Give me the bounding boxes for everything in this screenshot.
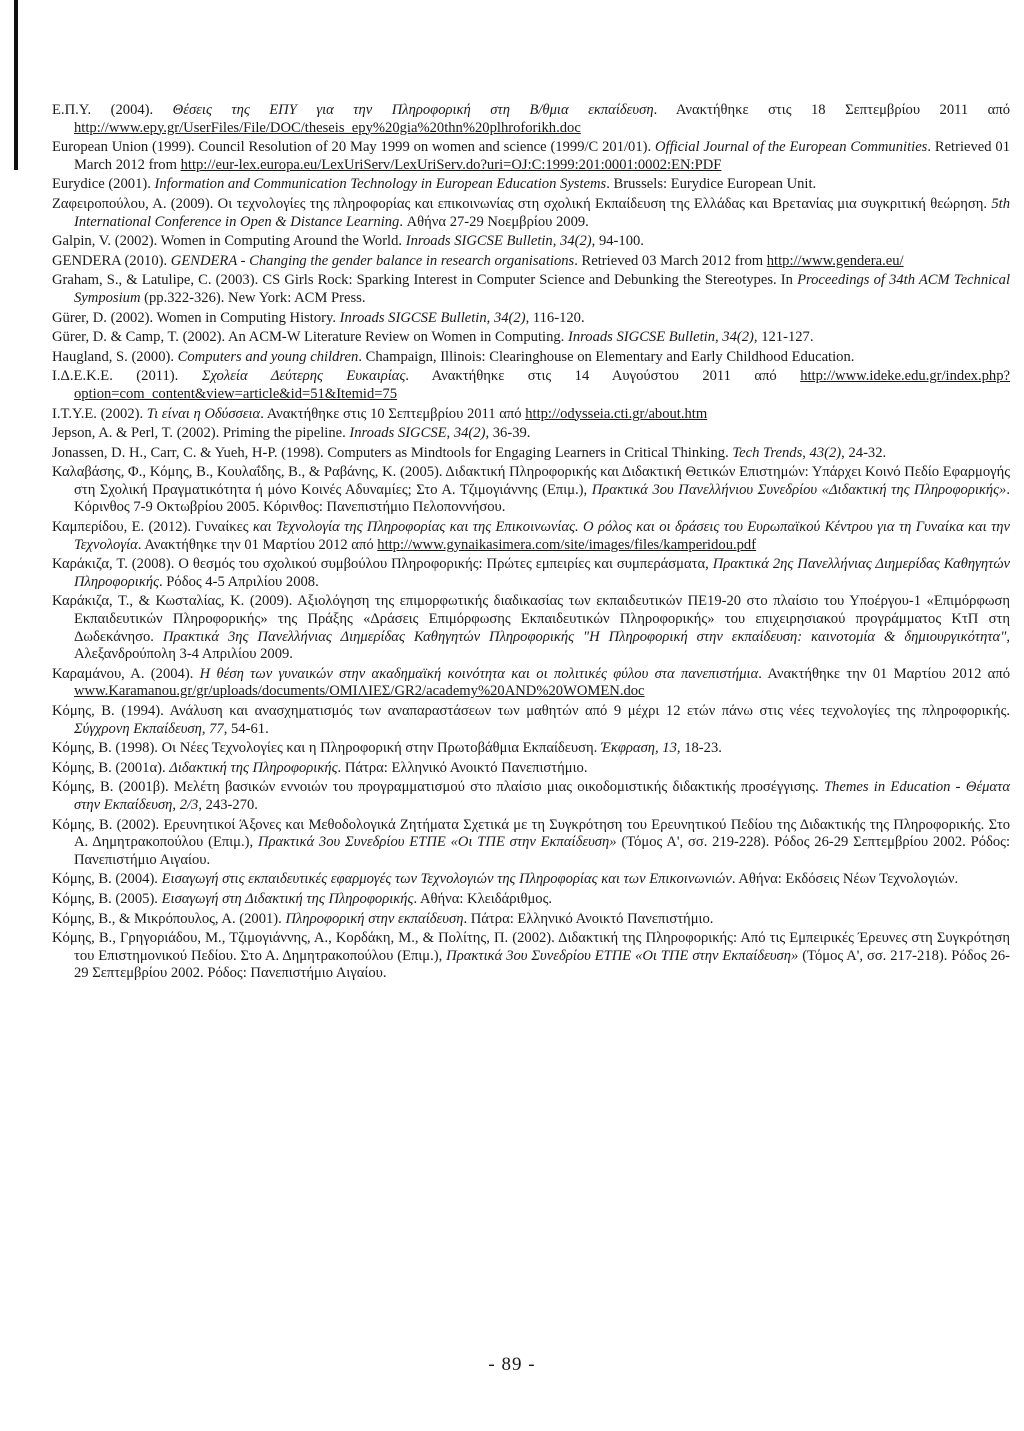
reference-entry bbox=[52, 445, 1010, 463]
reference-text: . Αθήνα: Εκδόσεις Νέων Τεχνολογιών. bbox=[731, 871, 959, 888]
reference-text: . Ανακτήθηκε στις 10 Σεπτεμβρίου 2011 από bbox=[260, 405, 526, 422]
reference-entry bbox=[52, 464, 1010, 517]
reference-text: European Union (1999). Council Resolution of 20 May 1999 on women and science (1999/C 201/01). bbox=[52, 139, 655, 156]
reference-text: . Αθήνα 27-29 Νοεμβρίου 2009. bbox=[399, 213, 589, 230]
reference-title: Πληροφορική στην εκπαίδευση bbox=[285, 910, 464, 927]
reference-url-link[interactable]: http://www.epy.gr/UserFiles/File/DOC/theseis_epy%20gia%20thn%20plhroforikh.doc bbox=[74, 119, 581, 136]
reference-text: Καραμάνου, Α. (2004). bbox=[52, 665, 200, 682]
page-number: - 89 - bbox=[488, 1354, 536, 1375]
reference-text: Κόμης, Β. (2005). bbox=[52, 890, 162, 907]
reference-entry bbox=[52, 139, 1010, 174]
reference-entry bbox=[52, 310, 1010, 328]
reference-title: Η θέση των γυναικών στην ακαδημαϊκή κοινότητα και οι πολιτικές φύλου στα πανεπιστήμια bbox=[199, 665, 759, 682]
reference-title: Themes in Education - Θέματα στην Εκπαίδευση, 2/3 bbox=[74, 779, 1010, 813]
reference-text: , 36-39. bbox=[485, 425, 531, 442]
reference-entry bbox=[52, 891, 1010, 909]
reference-url-link[interactable]: www.Karamanou.gr/gr/uploads/documents/ΟΜΙΛΙΕΣ/GR2/academy%20AND%20WOMEN.doc bbox=[74, 683, 645, 700]
reference-entry bbox=[52, 176, 1010, 194]
reference-text: (Τόμος Α', σσ. 217-218). Ρόδος 26-29 Σεπτεμβρίου 2002. Ρόδος: Πανεπιστήμιο Αιγαίου. bbox=[74, 947, 1010, 982]
reference-text: Κόμης, Β. (2001β). Μελέτη βασικών εννοιών του προγραμματισμού στο πλαίσιο μιας οικοδομιστικής διδακτικής προσέγγισης. bbox=[52, 779, 824, 796]
reference-text: GENDERA (2010). bbox=[52, 252, 171, 269]
reference-text: Jonassen, D. H., Carr, C. & Yueh, H-P. (1998). Computers as Mindtools for Engaging Learners in Critical Thinking. bbox=[52, 444, 733, 461]
reference-text: . Αθήνα: Κλειδάριθμος. bbox=[413, 890, 552, 907]
reference-entry bbox=[52, 817, 1010, 870]
reference-title: Εισαγωγή στη Διδακτική της Πληροφορικής bbox=[161, 890, 414, 907]
reference-entry bbox=[52, 406, 1010, 424]
reference-text: . Ανακτήθηκε στις 14 Αυγούστου 2011 από bbox=[405, 368, 801, 385]
reference-text: Ι.Δ.Ε.Κ.Ε. (2011). bbox=[52, 368, 202, 385]
reference-entry bbox=[52, 666, 1010, 701]
reference-url-link[interactable]: http://www.gynaikasimera.com/site/images/files/kamperidou.pdf bbox=[377, 536, 757, 553]
reference-text: Κόμης, Β. (2001α). bbox=[52, 759, 170, 776]
reference-text: . Ανακτήθηκε την 01 Μαρτίου 2012 από bbox=[758, 665, 1010, 682]
reference-title: Πρακτικά 3ου Συνεδρίου ΕΤΠΕ «Οι ΤΠΕ στην Εκπαίδευση» bbox=[446, 947, 799, 964]
reference-text: . Πάτρα: Ελληνικό Ανοικτό Πανεπιστήμιο. bbox=[337, 759, 588, 776]
reference-entry bbox=[52, 779, 1010, 814]
reference-text: Graham, S., & Latulipe, C. (2003). CS Girls Rock: Sparking Interest in Computer Science and Debunking the Stereotypes. In bbox=[52, 272, 798, 289]
reference-text: Κόμης, Β. (2002). Ερευνητικοί Άξονες και Μεθοδολογικά Ζητήματα Σχετικά με τη Συγκρότηση του Ερευνητικού Πεδίου της Διδακτικής της Πληροφορικής. Στο Α. Δημητρακοπούλου (Επιμ.), bbox=[52, 816, 1010, 851]
reference-entry bbox=[52, 871, 1010, 889]
reference-title: Σχολεία Δεύτερης Ευκαιρίας bbox=[201, 368, 406, 385]
reference-title: Πρακτικά 3ου Συνεδρίου ΕΤΠΕ «Οι ΤΠΕ στην Εκπαίδευση» bbox=[257, 834, 617, 851]
reference-title: Inroads SIGCSE, 34(2) bbox=[349, 425, 486, 442]
reference-url-link[interactable]: http://www.gendera.eu/ bbox=[766, 252, 904, 269]
reference-entry bbox=[52, 253, 1010, 271]
reference-text: . Ρόδος 4-5 Απριλίου 2008. bbox=[159, 573, 319, 590]
reference-entry bbox=[52, 329, 1010, 347]
reference-text: Haugland, S. (2000). bbox=[52, 348, 178, 365]
reference-text: Καλαβάσης, Φ., Κόμης, Β., Κουλαΐδης, Β., & Ραβάνης, Κ. (2005). Διδακτική Πληροφορικής και Διδακτική Θετικών Επιστημών: Υπάρχει Κοινό Πεδίο Εφαρμογής στη Σχολική Πραγματικότητα ή μόνο Κοινές Αδυναμίες; Στο Α. Τζιμογιάννης (Επιμ.), bbox=[52, 464, 1010, 498]
reference-text: , Αλεξανδρούπολη 3-4 Απριλίου 2009. bbox=[74, 628, 1010, 663]
reference-text: (Τόμος Α', σσ. 219-228). Ρόδος 26-29 Σεπτεμβρίου 2002. Ρόδος: Πανεπιστήμιο Αιγαίου. bbox=[74, 834, 1011, 868]
reference-title: Πρακτικά 2ης Πανελλήνιας Διημερίδας Καθηγητών Πληροφορικής bbox=[74, 556, 1010, 590]
reference-title: Τι είναι η Οδύσσεια bbox=[146, 405, 261, 422]
reference-title: Πρακτικά 3ου Πανελλήνιου Συνεδρίου «Διδακτική της Πληροφορικής» bbox=[591, 481, 1007, 498]
reference-url-link[interactable]: http://odysseia.cti.gr/about.htm bbox=[525, 405, 708, 422]
reference-entry bbox=[52, 519, 1010, 554]
reference-title: Official Journal of the European Communities bbox=[655, 139, 928, 156]
reference-text: , 121-127. bbox=[753, 329, 814, 346]
reference-text: , 18-23. bbox=[676, 740, 722, 757]
reference-text: Jepson, A. & Perl, T. (2002). Priming the pipeline. bbox=[52, 425, 350, 442]
reference-text: , 24-32. bbox=[841, 444, 887, 461]
reference-entry bbox=[52, 911, 1010, 929]
reference-entry bbox=[52, 196, 1010, 231]
reference-title: Tech Trends, 43(2) bbox=[732, 444, 842, 461]
reference-entry bbox=[52, 233, 1010, 251]
reference-text: Κόμης, Β. (1998). Οι Νέες Τεχνολογίες και η Πληροφορική στην Πρωτοβάθμια Εκπαίδευση. bbox=[52, 740, 601, 757]
reference-entry bbox=[52, 368, 1010, 403]
reference-entry bbox=[52, 425, 1010, 443]
reference-text: . Κόρινθος 7-9 Οκτωβρίου 2005. Κόρινθος: Πανεπιστήμιο Πελοποννήσου. bbox=[74, 481, 1010, 516]
reference-text: Galpin, V. (2002). Women in Computing Around the World. bbox=[52, 233, 406, 250]
reference-text: . Brussels: Eurydice European Unit. bbox=[606, 176, 817, 193]
reference-entry bbox=[52, 102, 1010, 137]
reference-entry bbox=[52, 703, 1010, 738]
reference-entry bbox=[52, 593, 1010, 663]
reference-text: (pp.322-326). New York: ACM Press. bbox=[140, 289, 366, 306]
reference-text: . Retrieved 01 March 2012 from bbox=[74, 139, 1010, 173]
reference-text: . Πάτρα: Ελληνικό Ανοικτό Πανεπιστήμιο. bbox=[463, 910, 714, 927]
reference-title: Inroads SIGCSE Bulletin, 34(2) bbox=[339, 309, 526, 326]
reference-text: Κόμης, Β., Γρηγοριάδου, Μ., Τζιμογιάννης, Α., Κορδάκη, Μ., & Πολίτης, Π. (2002). Διδακτική της Πληροφορικής: Από τις Εμπειρικές Έρευνες στη Συγκρότηση του Επιστημονικού Πεδίου. Στο Α. Δημητρακοπούλου (Επιμ.), bbox=[52, 930, 1010, 964]
reference-title: Θέσεις της ΕΠΥ για την Πληροφορική στη Β/θμια εκπαίδευση bbox=[172, 102, 654, 118]
reference-text: Καμπερίδου, Ε. (2012). Γυναίκες bbox=[52, 519, 253, 536]
reference-text: . Ανακτήθηκε την 01 Μαρτίου 2012 από bbox=[137, 536, 378, 553]
reference-entry bbox=[52, 349, 1010, 367]
reference-title: Σύγχρονη Εκπαίδευση, 77 bbox=[74, 720, 224, 737]
reference-text: Κόμης, Β., & Μικρόπουλος, Α. (2001). bbox=[52, 910, 286, 927]
scan-edge-mark bbox=[14, 0, 18, 170]
reference-entry bbox=[52, 272, 1010, 307]
reference-entry bbox=[52, 760, 1010, 778]
reference-text: Gürer, D. & Camp, T. (2002). An ACM-W Literature Review on Women in Computing. bbox=[52, 329, 568, 346]
reference-text: Ι.Τ.Υ.Ε. (2002). bbox=[52, 405, 147, 422]
reference-text: , 116-120. bbox=[525, 309, 585, 326]
reference-text: , 94-100. bbox=[591, 233, 644, 250]
reference-text: , 54-61. bbox=[223, 720, 269, 737]
reference-title: Διδακτική της Πληροφορικής bbox=[169, 759, 338, 776]
reference-title: και Τεχνολογία της Πληροφορίας και της Επικοινωνίας. Ο ρόλος και οι δράσεις του Ευρωπαϊκού Κέντρου για τη Γυναίκα και την Τεχνολογία bbox=[74, 519, 1011, 553]
reference-text: , 243-270. bbox=[198, 796, 258, 813]
reference-entry bbox=[52, 740, 1010, 758]
reference-text: . Ανακτήθηκε στις 18 Σεπτεμβρίου 2011 από bbox=[653, 102, 1010, 118]
reference-text: . Champaign, Illinois: Clearinghouse on Elementary and Early Childhood Education. bbox=[358, 348, 855, 365]
reference-title: Έκφραση, 13 bbox=[600, 740, 677, 757]
reference-text: Eurydice (2001). bbox=[52, 176, 155, 193]
reference-entry bbox=[52, 556, 1010, 591]
reference-url-link[interactable]: http://www.ideke.edu.gr/index.php?option=com_content&view=article&id=51&Itemid=75 bbox=[74, 368, 1010, 402]
reference-text: Καράκιζα, Τ., & Κωσταλίας, Κ. (2009). Αξιολόγηση της επιμορφωτικής διαδικασίας των εκπαιδευτικών ΠΕ19-20 στο πλαίσιο του Υποέργου-1 «Επιμόρφωση Εκπαιδευτικών Πληροφορικής» της Πράξης «Δράσεις Επιμόρφωσης Εκπαιδευτικών Πληροφορικής» του επιχειρησιακού προγράμματος ΚτΠ στη Δωδεκάνησο. bbox=[52, 593, 1010, 645]
reference-entry bbox=[52, 930, 1010, 983]
reference-url-link[interactable]: http://eur-lex.europa.eu/LexUriServ/LexUriServ.do?uri=OJ:C:1999:201:0001:0002:EN:PDF bbox=[180, 156, 722, 173]
reference-title: Inroads SIGCSE Bulletin, 34(2) bbox=[405, 233, 592, 250]
reference-text: Ζαφειροπούλου, Α. (2009). Οι τεχνολογίες της πληροφορίας και επικοινωνίας στη σχολική Εκπαίδευση της Ελλάδας και Βρετανίας μια συγκριτική θεώρηση. bbox=[52, 195, 992, 212]
reference-text: Ε.Π.Υ. (2004). bbox=[52, 102, 173, 118]
reference-title: Proceedings of 34th ACM Technical Symposium bbox=[74, 272, 1011, 306]
reference-list bbox=[52, 102, 1010, 985]
reference-text: Κόμης, Β. (1994). Ανάλυση και ανασχηματισμός των αναπαραστάσεων των μαθητών από 9 μέχρι 12 ετών πάνω στις νέες τεχνολογίες της πληροφορικής. bbox=[52, 703, 1010, 719]
reference-title: 5th International Conference in Open & Distance Learning bbox=[74, 195, 1010, 230]
reference-text: . Retrieved 03 March 2012 from bbox=[574, 252, 767, 269]
reference-text: Κόμης, Β. (2004). bbox=[52, 871, 162, 888]
reference-text: Gürer, D. (2002). Women in Computing History. bbox=[52, 309, 340, 326]
reference-title: GENDERA - Changing the gender balance in research organisations bbox=[170, 252, 575, 269]
reference-title: Εισαγωγή στις εκπαιδευτικές εφαρμογές των Τεχνολογιών της Πληροφορίας και των Επικοινωνιών bbox=[161, 871, 732, 888]
reference-text: Καράκιζα, Τ. (2008). Ο θεσμός του σχολικού συμβούλου Πληροφορικής: Πρώτες εμπειρίες και συμπεράσματα, bbox=[52, 556, 713, 573]
reference-title: Computers and young children bbox=[177, 348, 359, 365]
reference-title: Inroads SIGCSE Bulletin, 34(2) bbox=[567, 329, 754, 346]
reference-title: Πρακτικά 3ης Πανελλήνιας Διημερίδας Καθηγητών Πληροφορικής "Η Πληροφορική στην εκπαίδευση: καινοτομία & δημιουργικότητα" bbox=[162, 628, 1007, 645]
reference-title: Information and Communication Technology in European Education Systems bbox=[154, 176, 607, 193]
